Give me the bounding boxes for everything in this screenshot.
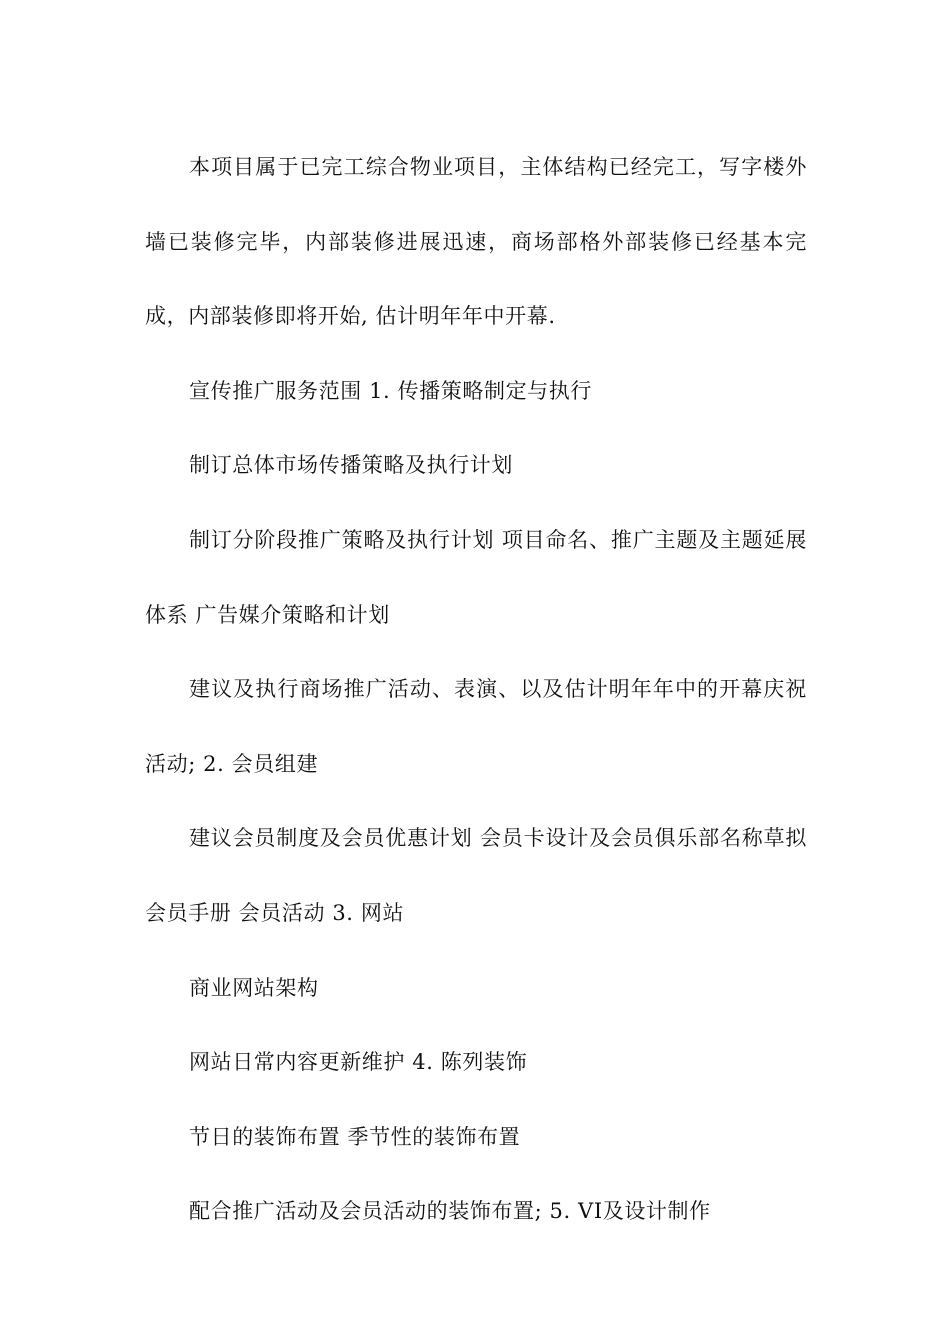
document-body <box>145 130 807 1249</box>
paragraph-holiday-decoration: 节日的装饰布置 季节性的装饰布置 <box>189 1124 521 1149</box>
paragraph-overall-strategy: 制订总体市场传播策略及执行计划 <box>189 453 513 478</box>
paragraph-project-status: 本项目属于已完工综合物业项目，主体结构已经完工，写字楼外墙已装修完毕，内部装修进展迅速，商场部格外部装修已经基本完成，内部装修即将开始, 估计明年年中开幕. <box>145 155 807 329</box>
paragraph-promo-decoration: 配合推广活动及会员活动的装饰布置; 5. VI及设计制作 <box>189 1199 711 1224</box>
paragraph-website-maintenance: 网站日常内容更新维护 4. 陈列装饰 <box>189 1050 528 1075</box>
paragraph-service-scope: 宣传推广服务范围 1. 传播策略制定与执行 <box>189 378 592 403</box>
paragraph-mall-events: 建议及执行商场推广活动、表演、以及估计明年年中的开幕庆祝活动; 2. 会员组建 <box>145 677 807 776</box>
paragraph-membership: 建议会员制度及会员优惠计划 会员卡设计及会员俱乐部名称草拟会员手册 会员活动 3. 网站 <box>145 826 807 925</box>
paragraph-website-architecture: 商业网站架构 <box>189 975 319 1000</box>
paragraph-phased-strategy: 制订分阶段推广策略及执行计划 项目命名、推广主题及主题延展体系 广告媒介策略和计划 <box>145 527 807 627</box>
